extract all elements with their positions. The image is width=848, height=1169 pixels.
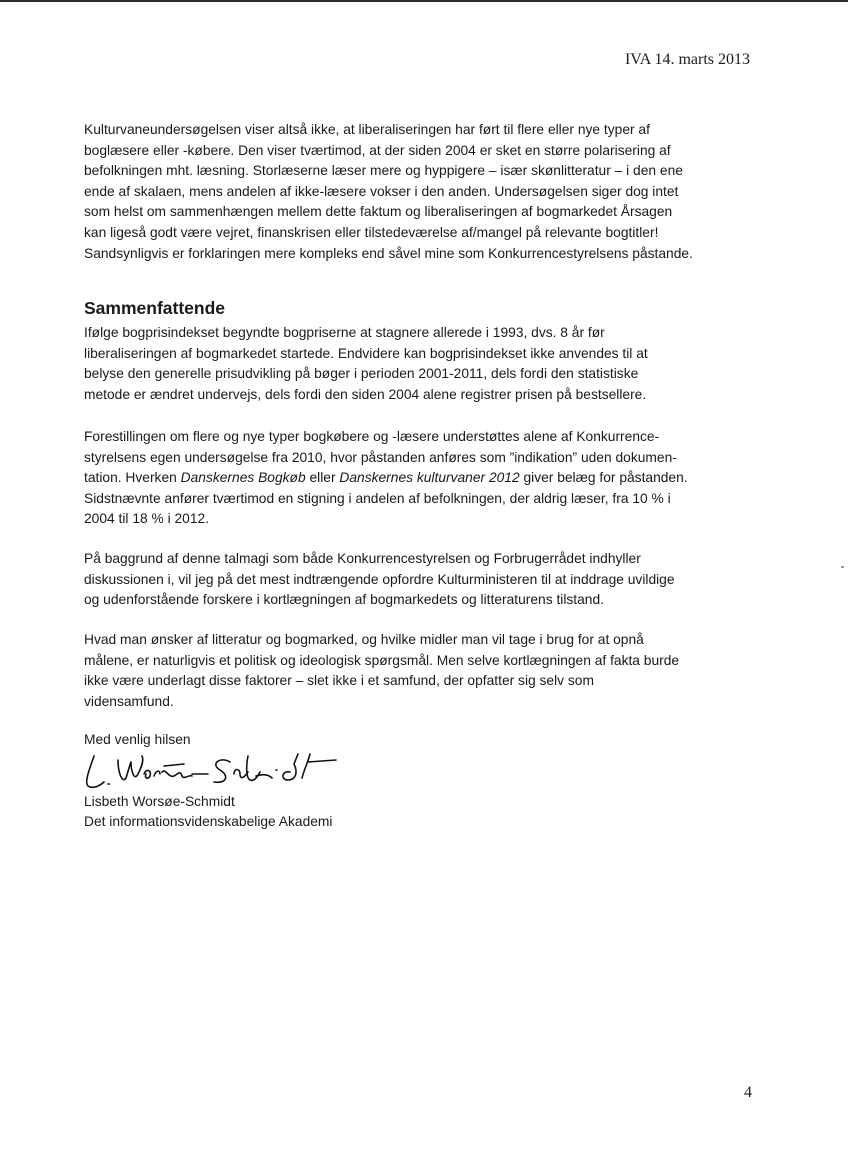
text-run: tation. Hverken (84, 470, 181, 486)
text-line: 2004 til 18 % i 2012. (84, 511, 210, 527)
text-line: liberaliseringen af bogmarkedet startede. Endvidere kan bogprisindekset ikke anvendes til at (84, 345, 648, 361)
text-line: Kulturvaneundersøgelsen viser altså ikke, at liberaliseringen har ført til flere eller nye typer af (84, 122, 650, 137)
text-run: eller (305, 470, 340, 486)
text-line: boglæsere eller -købere. Den viser tværtimod, at der siden 2004 er sket en større polarisering af (84, 142, 671, 158)
text-line: befolkningen mht. læsning. Storlæserne læser mere og hyppigere – især skønlitteratur – i den ene (84, 163, 683, 179)
text-line: kan ligeså godt være vejret, finanskrisen eller tilstedeværelse af/mangel på relevante bogtitler! (84, 224, 659, 240)
text-line: metode er ændret undervejs, dels fordi den siden 2004 alene registrer prisen på bestsellere. (84, 386, 647, 402)
text-line: ende af skalaen, mens andelen af ikke-læsere vokser i den anden. Undersøgelsen siger dog intet (84, 183, 679, 199)
signatory-organization: Det informationsvidenskabelige Akademi (84, 814, 333, 829)
paragraph-5 (84, 630, 756, 712)
text-line: ikke være underlagt disse faktorer – slet ikke i et samfund, der opfatter sig selv som (84, 673, 594, 689)
text-line: styrelsens egen undersøgelse fra 2010, hvor påstanden anføres som ”indikation” uden dokumen- (84, 449, 677, 465)
page-number: 4 (744, 1084, 752, 1101)
title-reference: Danskernes Bogkøb (180, 470, 306, 486)
top-border-line (0, 0, 848, 2)
paragraph-1 (84, 120, 756, 264)
scan-mark (841, 566, 844, 568)
signatory-name: Lisbeth Worsøe-Schmidt (84, 794, 235, 809)
text-line: Forestillingen om flere og nye typer bogkøbere og -læsere understøttes alene af Konkurrence- (84, 429, 660, 444)
text-line: belyse den generelle prisudvikling på bøger i perioden 2001-2011, dels fordi den statistiske (84, 366, 639, 382)
text-line: På baggrund af denne talmagi som både Konkurrencestyrelsen og Forbrugerrådet indhyller (84, 551, 641, 566)
text-line: Sidstnævnte anfører tværtimod en stigning i andelen af befolkningen, der aldrig læser, fra 10 % i (84, 490, 671, 506)
text-run: giver belæg for påstanden. (519, 470, 688, 486)
text-line: diskussionen i, vil jeg på det mest indtrængende opfordre Kulturministeren til at inddrage uvildige (84, 571, 675, 587)
text-line: Ifølge bogprisindekset begyndte bogpriserne at stagnere allerede i 1993, dvs. 8 år før (84, 325, 605, 340)
salutation: Med venlig hilsen (84, 732, 191, 747)
header-date: IVA 14. marts 2013 (624, 51, 750, 68)
text-line (84, 468, 756, 489)
text-line: vidensamfund. (84, 693, 174, 709)
text-line: som helst om sammenhængen mellem dette faktum og liberaliseringen af bogmarkedet Årsagen (84, 204, 673, 220)
handwritten-signature (84, 748, 344, 794)
text-line: målene, er naturligvis et politisk og ideologisk spørgsmål. Men selve kortlægningen af fakta burde (84, 652, 680, 668)
paragraph-2 (84, 323, 756, 405)
text-line: Hvad man ønsker af litteratur og bogmarked, og hvilke midler man vil tage i brug for at opnå (84, 632, 644, 647)
paragraph-3 (84, 427, 756, 530)
text-line: og udenforstående forskere i kortlægningen af bogmarkedets og litteraturens tilstand. (84, 592, 604, 608)
title-reference: Danskernes kulturvaner 2012 (339, 470, 520, 486)
section-heading: Sammenfattende (84, 298, 226, 318)
paragraph-4 (84, 549, 756, 611)
text-line: Sandsynligvis er forklaringen mere kompleks end såvel mine som Konkurrencestyrelsens påstande. (84, 245, 693, 261)
